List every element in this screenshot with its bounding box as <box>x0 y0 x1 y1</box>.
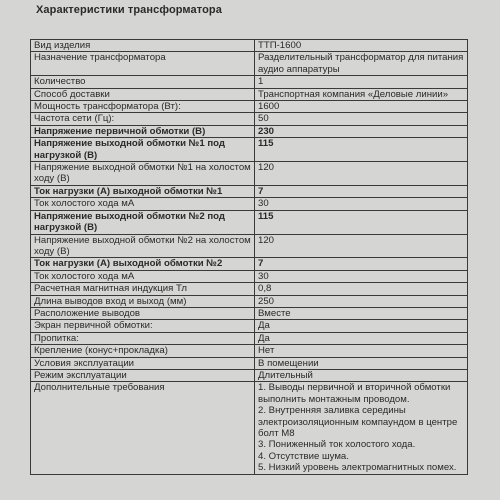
table-row <box>31 162 468 186</box>
row-value: 1 <box>255 76 468 88</box>
row-label: Ток нагрузки (А) выходной обмотки №2 <box>31 258 255 270</box>
table-row <box>31 125 468 137</box>
row-value: ТТП-1600 <box>255 40 468 52</box>
table-row <box>31 307 468 319</box>
spec-table <box>30 39 468 475</box>
row-value: 50 <box>255 113 468 125</box>
row-value: 7 <box>255 258 468 270</box>
table-row <box>31 101 468 113</box>
row-label: Вид изделия <box>31 40 255 52</box>
row-value: 115 <box>255 138 468 162</box>
row-label: Способ доставки <box>31 88 255 100</box>
table-row <box>31 332 468 344</box>
table-row <box>31 258 468 270</box>
table-row <box>31 138 468 162</box>
row-label: Дополнительные требования <box>31 382 255 474</box>
table-row <box>31 357 468 369</box>
row-label: Длина выводов вход и выход (мм) <box>31 295 255 307</box>
row-value: Длительный <box>255 369 468 381</box>
row-value: Разделительный трансформатор для питания аудио аппаратуры <box>255 52 468 76</box>
row-value: 30 <box>255 198 468 210</box>
row-value: Да <box>255 332 468 344</box>
row-label: Ток нагрузки (А) выходной обмотки №1 <box>31 185 255 197</box>
table-row <box>31 88 468 100</box>
row-label: Режим эксплуатации <box>31 369 255 381</box>
table-row <box>31 210 468 234</box>
table-row <box>31 113 468 125</box>
row-label: Назначение трансформатора <box>31 52 255 76</box>
table-row <box>31 283 468 295</box>
row-label: Мощность трансформатора (Вт): <box>31 101 255 113</box>
table-row <box>31 382 468 474</box>
row-label: Ток холостого хода мА <box>31 198 255 210</box>
row-value: 230 <box>255 125 468 137</box>
row-value: В помещении <box>255 357 468 369</box>
row-label: Напряжение первичной обмотки (В) <box>31 125 255 137</box>
row-value: 1600 <box>255 101 468 113</box>
table-row <box>31 76 468 88</box>
row-value: 115 <box>255 210 468 234</box>
row-label: Напряжение выходной обмотки №2 под нагрузкой (В) <box>31 210 255 234</box>
row-value: Да <box>255 320 468 332</box>
row-label: Крепление (конус+прокладка) <box>31 345 255 357</box>
row-label: Ток холостого хода мА <box>31 270 255 282</box>
row-value: 0,8 <box>255 283 468 295</box>
table-row <box>31 270 468 282</box>
row-value: Нет <box>255 345 468 357</box>
row-label: Экран первичной обмотки: <box>31 320 255 332</box>
row-label: Частота сети (Гц): <box>31 113 255 125</box>
row-value: 1. Выводы первичной и вторичной обмотки выполнить монтажным проводом. 2. Внутренняя заливка середины электроизоляционным компаундом в центре болт М8 3. Пониженный ток холостого хода. 4. Отсутствие шума. 5. Низкий уровень электромагнитных помех. <box>255 382 468 474</box>
row-value: 250 <box>255 295 468 307</box>
document-title: Характеристики трансформатора <box>36 4 222 16</box>
table-row <box>31 295 468 307</box>
row-value: 7 <box>255 185 468 197</box>
row-label: Напряжение выходной обмотки №1 под нагрузкой (В) <box>31 138 255 162</box>
row-label: Пропитка: <box>31 332 255 344</box>
row-label: Напряжение выходной обмотки №1 на холостом ходу (В) <box>31 162 255 186</box>
row-value: 120 <box>255 234 468 258</box>
table-row <box>31 320 468 332</box>
row-label: Расчетная магнитная индукция Тл <box>31 283 255 295</box>
spec-table-body <box>31 40 468 475</box>
table-row <box>31 234 468 258</box>
table-row <box>31 369 468 381</box>
row-value: 120 <box>255 162 468 186</box>
row-value: 30 <box>255 270 468 282</box>
row-value: Транспортная компания «Деловые линии» <box>255 88 468 100</box>
row-label: Условия эксплуатации <box>31 357 255 369</box>
table-row <box>31 345 468 357</box>
row-value: Вместе <box>255 307 468 319</box>
table-row <box>31 185 468 197</box>
table-row <box>31 52 468 76</box>
row-label: Напряжение выходной обмотки №2 на холостом ходу (В) <box>31 234 255 258</box>
row-label: Расположение выводов <box>31 307 255 319</box>
row-label: Количество <box>31 76 255 88</box>
table-row <box>31 198 468 210</box>
table-row <box>31 40 468 52</box>
